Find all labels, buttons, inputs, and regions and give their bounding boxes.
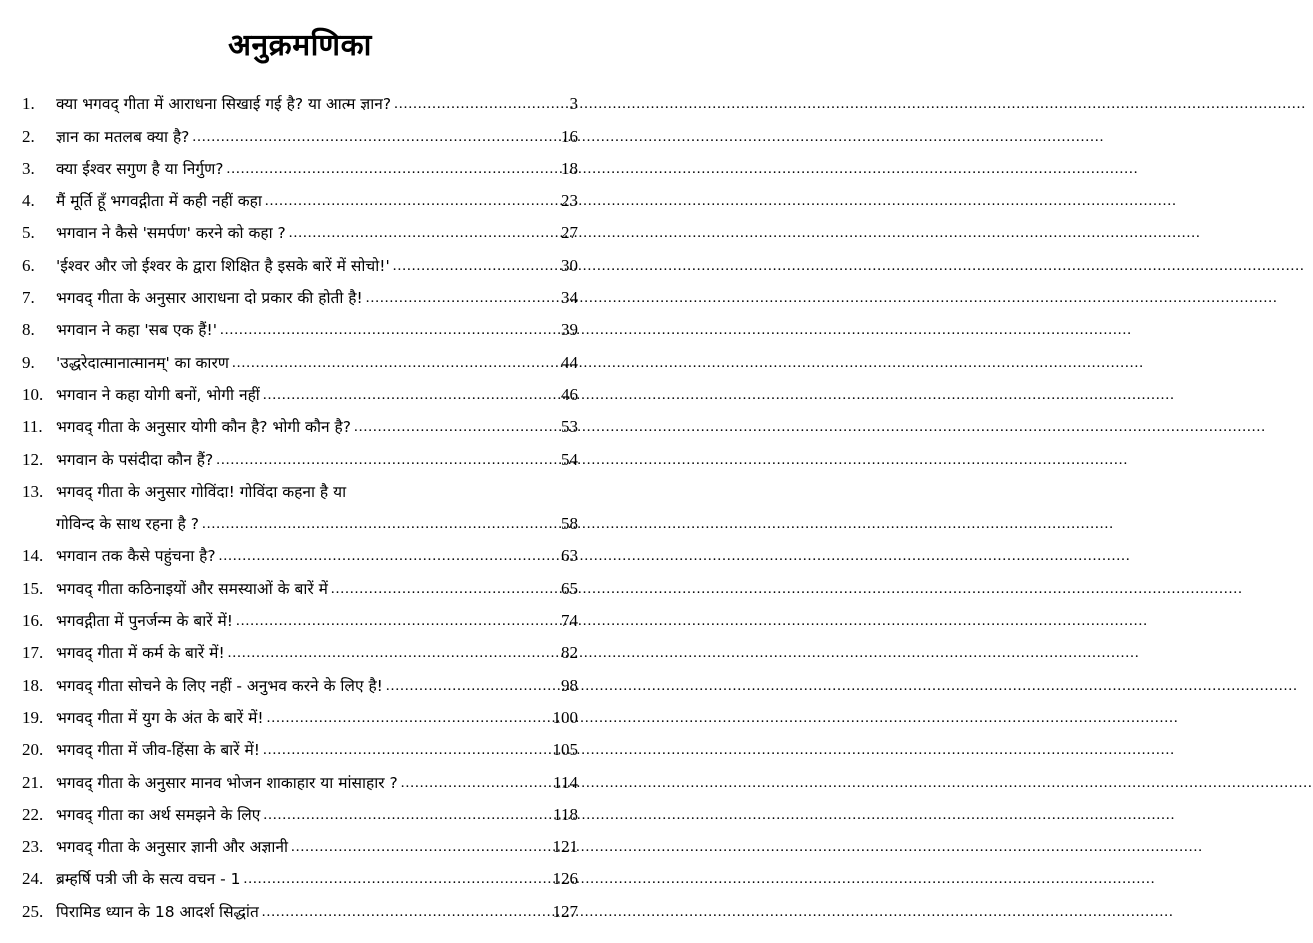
entry-title: भगवान के पसंदीदा कौन हैं? xyxy=(56,450,214,469)
entry-page: 63 xyxy=(561,546,578,566)
entry-number: 11. xyxy=(22,417,43,437)
toc-entry-21[interactable] xyxy=(22,761,578,793)
dot-leader xyxy=(216,449,558,471)
entry-number: 10. xyxy=(22,384,44,404)
toc-entry-12[interactable] xyxy=(22,438,578,470)
toc-entry-13[interactable] xyxy=(22,471,578,503)
table-of-contents xyxy=(22,83,578,923)
entry-page: 30 xyxy=(561,255,578,275)
entry-number: 3. xyxy=(22,158,35,178)
toc-entry-3[interactable] xyxy=(22,148,578,180)
entry-number: 15. xyxy=(22,578,44,598)
dot-leader xyxy=(265,190,558,212)
entry-title: पिरामिड ध्यान के 18 आदर्श सिद्धांत xyxy=(56,902,259,921)
entry-number: 24. xyxy=(22,869,44,889)
entry-title-continuation: गोविन्द के साथ रहना है ? xyxy=(56,515,199,534)
entry-page: 54 xyxy=(561,449,578,469)
toc-entry-18[interactable] xyxy=(22,664,578,696)
entry-page: 18 xyxy=(561,158,578,178)
entry-page: 74 xyxy=(561,611,578,631)
toc-entry-7[interactable] xyxy=(22,277,578,309)
entry-number: 5. xyxy=(22,223,35,243)
toc-entry-10[interactable] xyxy=(22,374,578,406)
entry-number: 13. xyxy=(22,481,44,501)
entry-page: 23 xyxy=(561,191,578,211)
dot-leader xyxy=(220,319,558,341)
entry-title: ब्रम्हर्षि पत्री जी के सत्य वचन - 1 xyxy=(56,870,241,889)
toc-entry-13-continuation[interactable] xyxy=(22,503,578,535)
entry-title: भगवद् गीता के अनुसार गोविंदा! गोविंदा कहना है या xyxy=(56,482,347,501)
entry-title: मैं मूर्ति हूँ भगवद्गीता में कही नहीं कहा xyxy=(56,192,262,211)
dot-leader xyxy=(267,707,550,729)
entry-title: ज्ञान का मतलब क्या है? xyxy=(56,127,190,146)
entry-number: 21. xyxy=(22,772,44,792)
toc-entry-6[interactable] xyxy=(22,244,578,276)
toc-entry-8[interactable] xyxy=(22,309,578,341)
entry-page: 34 xyxy=(561,288,578,308)
entry-number: 25. xyxy=(22,901,44,921)
dot-leader xyxy=(262,901,550,923)
page-title: अनुक्रमणिका xyxy=(228,28,372,63)
entry-title: भगवद् गीता के अनुसार मानव भोजन शाकाहार या मांसाहार ? xyxy=(56,773,398,792)
toc-entry-22[interactable] xyxy=(22,794,578,826)
toc-entry-1[interactable] xyxy=(22,83,578,115)
dot-leader xyxy=(401,772,550,794)
dot-leader xyxy=(263,804,550,826)
entry-number: 4. xyxy=(22,191,35,211)
entry-number: 14. xyxy=(22,546,44,566)
entry-page: 126 xyxy=(552,869,578,889)
entry-page: 39 xyxy=(561,320,578,340)
toc-entry-11[interactable] xyxy=(22,406,578,438)
entry-page: 82 xyxy=(561,643,578,663)
toc-entry-17[interactable] xyxy=(22,632,578,664)
entry-title: भगवद् गीता में कर्म के बारें में! xyxy=(56,644,225,663)
entry-number: 2. xyxy=(22,126,35,146)
dot-leader xyxy=(291,836,550,858)
entry-title: भगवद् गीता के अनुसार आराधना दो प्रकार की होती है! xyxy=(56,289,363,308)
entry-number: 1. xyxy=(22,94,35,114)
entry-title: भगवान ने कहा योगी बनों, भोगी नहीं xyxy=(56,385,260,404)
toc-entry-15[interactable] xyxy=(22,567,578,599)
entry-number: 7. xyxy=(22,288,35,308)
toc-entry-24[interactable] xyxy=(22,858,578,890)
entry-page: 46 xyxy=(561,384,578,404)
dot-leader xyxy=(354,416,558,438)
entry-page: 121 xyxy=(552,837,578,857)
entry-number: 19. xyxy=(22,707,44,727)
entry-page: 53 xyxy=(561,417,578,437)
entry-title: भगवद् गीता कठिनाइयों और समस्याओं के बारें में xyxy=(56,579,328,598)
entry-title: भगवान ने कैसे 'समर्पण' करने को कहा ? xyxy=(56,224,286,243)
entry-page: 65 xyxy=(561,578,578,598)
entry-page: 58 xyxy=(561,514,578,534)
entry-title: क्या ईश्वर सगुण है या निर्गुण? xyxy=(56,159,224,178)
dot-leader xyxy=(232,352,558,374)
entry-number: 8. xyxy=(22,320,35,340)
dot-leader xyxy=(228,642,558,664)
entry-title: भगवान ने कहा 'सब एक हैं!' xyxy=(56,321,218,340)
entry-number: 20. xyxy=(22,740,44,760)
entry-number: 12. xyxy=(22,449,44,469)
toc-entry-5[interactable] xyxy=(22,212,578,244)
dot-leader xyxy=(331,578,558,600)
toc-page xyxy=(0,0,600,943)
entry-title: भगवद् गीता का अर्थ समझने के लिए xyxy=(56,805,261,824)
entry-title: भगवद् गीता सोचने के लिए नहीं - अनुभव करने के लिए है! xyxy=(56,676,383,695)
dot-leader xyxy=(227,158,558,180)
entry-page: 100 xyxy=(552,707,578,727)
entry-number: 23. xyxy=(22,837,44,857)
entry-title: 'ईश्वर और जो ईश्वर के द्वारा शिक्षित है इसके बारें में सोचो!' xyxy=(56,256,390,275)
entry-title: क्या भगवद् गीता में आराधना सिखाई गई है? या आत्म ज्ञान? xyxy=(56,95,392,114)
entry-number: 17. xyxy=(22,643,44,663)
entry-page: 114 xyxy=(553,772,578,792)
toc-entry-2[interactable] xyxy=(22,115,578,147)
dot-leader xyxy=(393,255,558,277)
entry-title: भगवद् गीता में जीव-हिंसा के बारें में! xyxy=(56,741,260,760)
entry-title: भगवद्गीता में पुनर्जन्म के बारें में! xyxy=(56,612,233,631)
entry-page: 3 xyxy=(569,94,578,114)
dot-leader xyxy=(244,868,550,890)
entry-title: भगवद् गीता के अनुसार योगी कौन है? भोगी कौन है? xyxy=(56,418,351,437)
dot-leader xyxy=(236,610,558,632)
toc-entry-19[interactable] xyxy=(22,697,578,729)
entry-title: 'उद्धरेदात्मानात्मानम्' का कारण xyxy=(56,353,229,372)
toc-entry-23[interactable] xyxy=(22,826,578,858)
toc-entry-14[interactable] xyxy=(22,535,578,567)
entry-title: भगवद् गीता के अनुसार ज्ञानी और अज्ञानी xyxy=(56,838,288,857)
toc-entry-25[interactable] xyxy=(22,890,578,922)
entry-number: 22. xyxy=(22,804,44,824)
entry-number: 6. xyxy=(22,255,35,275)
entry-number: 16. xyxy=(22,611,44,631)
toc-entry-16[interactable] xyxy=(22,600,578,632)
toc-entry-4[interactable] xyxy=(22,180,578,212)
entry-page: 105 xyxy=(552,740,578,760)
entry-page: 16 xyxy=(561,126,578,146)
dot-leader xyxy=(202,513,558,535)
dot-leader xyxy=(289,222,558,244)
dot-leader xyxy=(263,384,558,406)
dot-leader xyxy=(263,739,550,761)
entry-number: 18. xyxy=(22,675,44,695)
dot-leader xyxy=(219,545,558,567)
toc-entry-9[interactable] xyxy=(22,341,578,373)
entry-page: 118 xyxy=(553,804,578,824)
entry-page: 127 xyxy=(552,901,578,921)
dot-leader xyxy=(394,93,566,115)
dot-leader xyxy=(386,675,558,697)
entry-title: भगवद् गीता में युग के अंत के बारें में! xyxy=(56,708,264,727)
entry-title: भगवान तक कैसे पहुंचना है? xyxy=(56,547,216,566)
entry-page: 27 xyxy=(561,223,578,243)
toc-entry-20[interactable] xyxy=(22,729,578,761)
dot-leader xyxy=(366,287,558,309)
dot-leader xyxy=(192,126,558,148)
entry-page: 98 xyxy=(561,675,578,695)
entry-page: 44 xyxy=(561,352,578,372)
entry-number: 9. xyxy=(22,352,35,372)
